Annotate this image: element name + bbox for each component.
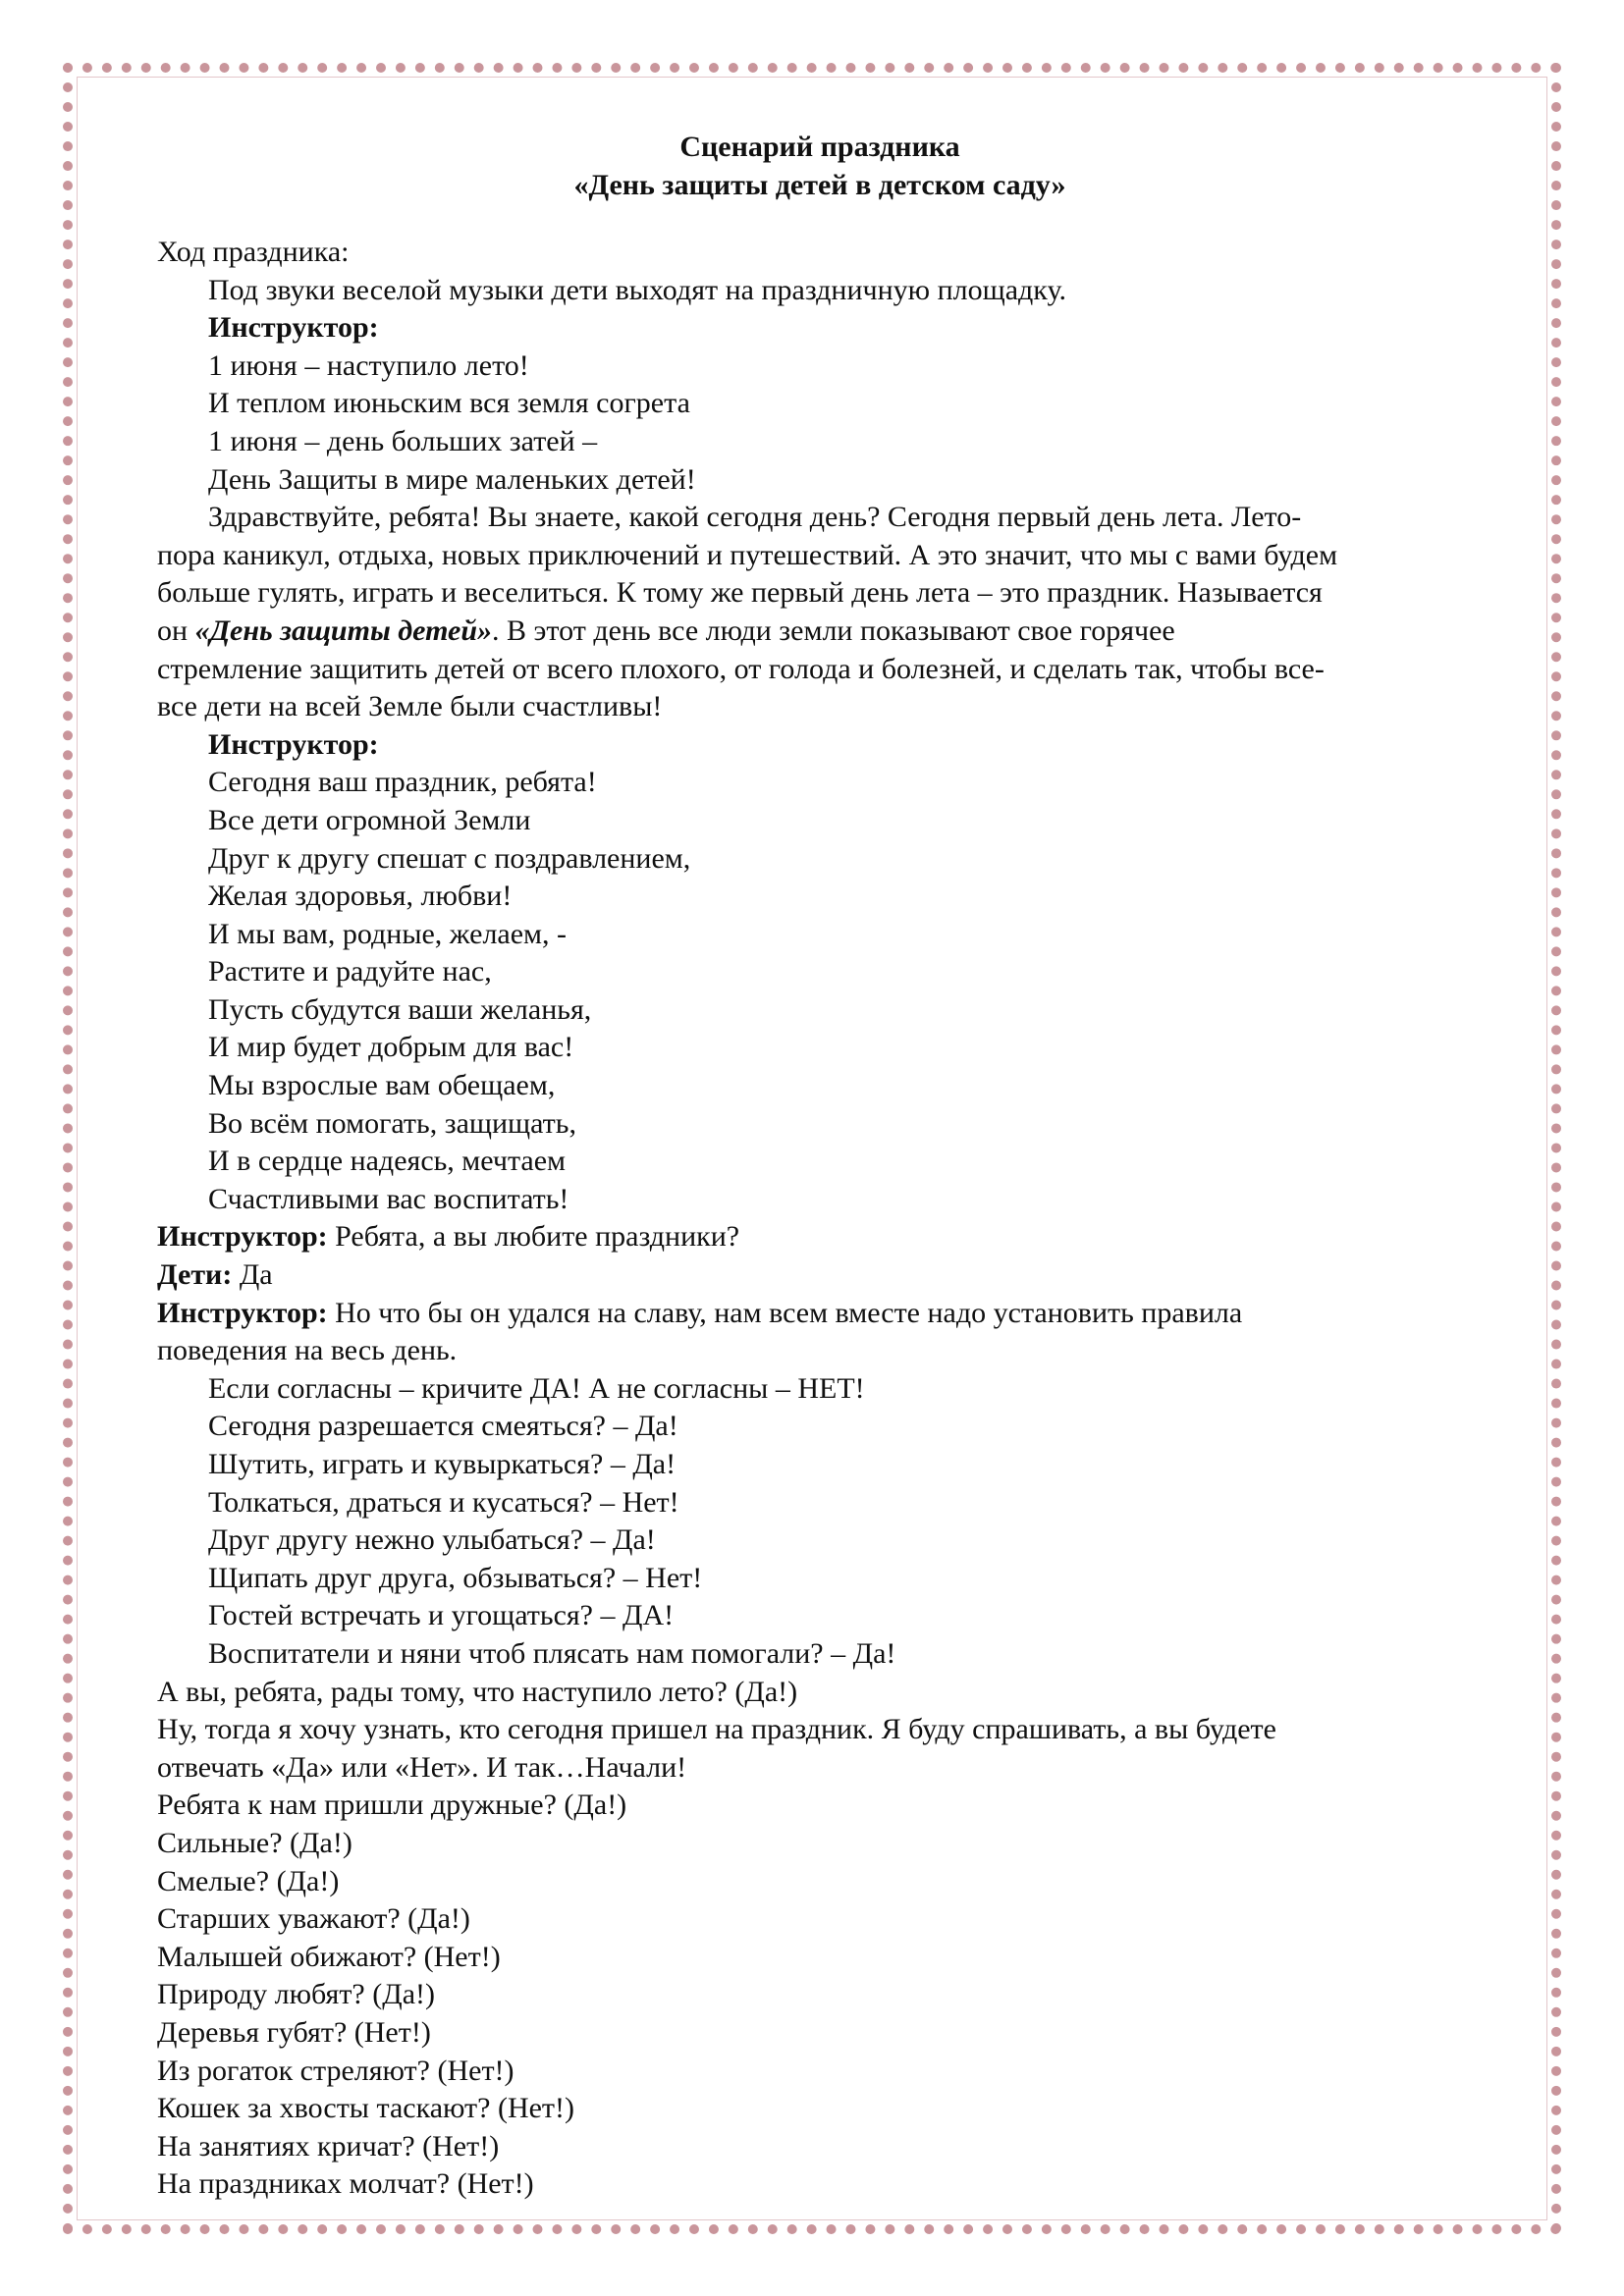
question-line: Из рогаток стреляют? (Нет!)	[157, 2054, 514, 2087]
poem-line: Во всём помогать, защищать,	[208, 1106, 576, 1140]
entrance-text: Под звуки веселой музыки дети выходят на праздничную площадку.	[208, 273, 1066, 306]
dialog-text: Но что бы он удался на славу, нам всем вместе надо установить правила	[327, 1296, 1243, 1329]
question-line: отвечать «Да» или «Нет». И так…Начали!	[157, 1750, 687, 1784]
question-line: Деревья губят? (Нет!)	[157, 2015, 431, 2049]
greeting-line: Здравствуйте, ребята! Вы знаете, какой сегодня день? Сегодня первый день лета. Лето-	[208, 501, 1302, 534]
question-line: На праздниках молчат? (Нет!)	[157, 2167, 534, 2201]
poem-line: И мир будет добрым для вас!	[208, 1031, 574, 1064]
speaker-label: Дети:	[157, 1258, 233, 1292]
poem-line: И мы вам, родные, желаем, -	[208, 917, 568, 950]
poem-line: И в сердце надеясь, мечтаем	[208, 1145, 567, 1178]
dialog-line: поведения на весь день.	[157, 1334, 458, 1367]
greeting-line: стремление защитить детей от всего плохого, от голода и болезней, и сделать так, чтобы все-	[157, 652, 1325, 685]
dialog-text: Да	[232, 1258, 273, 1292]
rule-line: Гостей встречать и угощаться? – ДА!	[208, 1599, 675, 1632]
poem-line: Друг к другу спешат с поздравлением,	[208, 841, 691, 875]
poem-line: Счастливыми вас воспитать!	[208, 1182, 569, 1215]
poem-line: Все дети огромной Земли	[208, 803, 531, 836]
dialog-line	[157, 1256, 1483, 1295]
dialog-line	[157, 1218, 1483, 1256]
poem-line: Мы взрослые вам обещаем,	[208, 1069, 556, 1102]
holiday-name: «День защиты детей»	[194, 614, 493, 647]
poem-line: 1 июня – наступило лето!	[208, 348, 529, 382]
greeting-line: пора каникул, отдыха, новых приключений и путешествий. А это значит, что мы с вами будем	[157, 538, 1338, 571]
question-line: А вы, ребята, рады тому, что наступило лето? (Да!)	[157, 1675, 798, 1708]
questions-list	[157, 1674, 1483, 2204]
question-line: Ну, тогда я хочу узнать, кто сегодня пришел на праздник. Я буду спрашивать, а вы будете	[157, 1713, 1276, 1746]
rule-line: Воспитатели и няни чтоб плясать нам помогали? – Да!	[208, 1636, 896, 1670]
rule-line: Щипать друг друга, обзываться? – Нет!	[208, 1561, 703, 1594]
question-line: Малышей обижают? (Нет!)	[157, 1940, 501, 1973]
greeting-text: он	[157, 614, 195, 647]
speaker-label: Инструктор:	[208, 311, 379, 345]
greeting-text: . В этот день все люди земли показывают свое горячее	[492, 614, 1175, 647]
question-line: Ребята к нам пришли дружные? (Да!)	[157, 1789, 627, 1822]
rule-line: Друг другу нежно улыбаться? – Да!	[208, 1523, 656, 1557]
question-line: Старших уважают? (Да!)	[157, 1902, 470, 1936]
intro-line: Ход праздника:	[157, 236, 350, 268]
question-line: Природу любят? (Да!)	[157, 1978, 435, 2011]
poem-line: День Защиты в мире маленьких детей!	[208, 462, 696, 496]
speaker-label: Инструктор:	[157, 1220, 328, 1254]
poem-1	[157, 347, 1483, 499]
question-line: Кошек за хвосты таскают? (Нет!)	[157, 2092, 575, 2125]
poem-line: И теплом июньским вся земля согрета	[208, 387, 690, 420]
poem-line: Растите и радуйте нас,	[208, 955, 492, 988]
speaker-label: Инструктор:	[157, 1296, 328, 1329]
document-body	[157, 128, 1483, 2204]
poem-line: Пусть сбудутся ваши желанья,	[208, 992, 592, 1026]
dialog-text: Ребята, а вы любите праздники?	[327, 1220, 740, 1254]
rule-line: Шутить, играть и кувыркаться? – Да!	[208, 1448, 677, 1480]
speaker-label: Инструктор:	[208, 727, 379, 761]
entrance-line	[157, 272, 1483, 310]
dialog-line	[157, 1295, 1483, 1333]
greeting-line	[157, 613, 1483, 651]
greeting-line: больше гулять, играть и веселиться. К тому же первый день лета – это праздник. Называется	[157, 576, 1323, 610]
greeting-line: все дети на всей Земле были счастливы!	[157, 690, 663, 723]
poem-line: Сегодня ваш праздник, ребята!	[208, 766, 597, 799]
question-line: Смелые? (Да!)	[157, 1864, 340, 1897]
poem-line: 1 июня – день больших затей –	[208, 424, 598, 457]
rule-line: Если согласны – кричите ДА! А не согласны – НЕТ!	[208, 1371, 865, 1405]
title-line-2: «День защиты детей в детском саду»	[573, 169, 1066, 201]
title-line-1: Сценарий праздника	[679, 131, 960, 163]
rule-line: Толкаться, драться и кусаться? – Нет!	[208, 1485, 679, 1519]
greeting-paragraph	[157, 499, 1483, 726]
poem-2	[157, 764, 1483, 1218]
poem-line: Желая здоровья, любви!	[208, 880, 513, 913]
question-line: Сильные? (Да!)	[157, 1826, 352, 1859]
question-line: На занятиях кричат? (Нет!)	[157, 2129, 500, 2163]
rule-line: Сегодня разрешается смеяться? – Да!	[208, 1410, 678, 1443]
rules-list	[157, 1370, 1483, 1674]
document-title	[157, 128, 1483, 204]
